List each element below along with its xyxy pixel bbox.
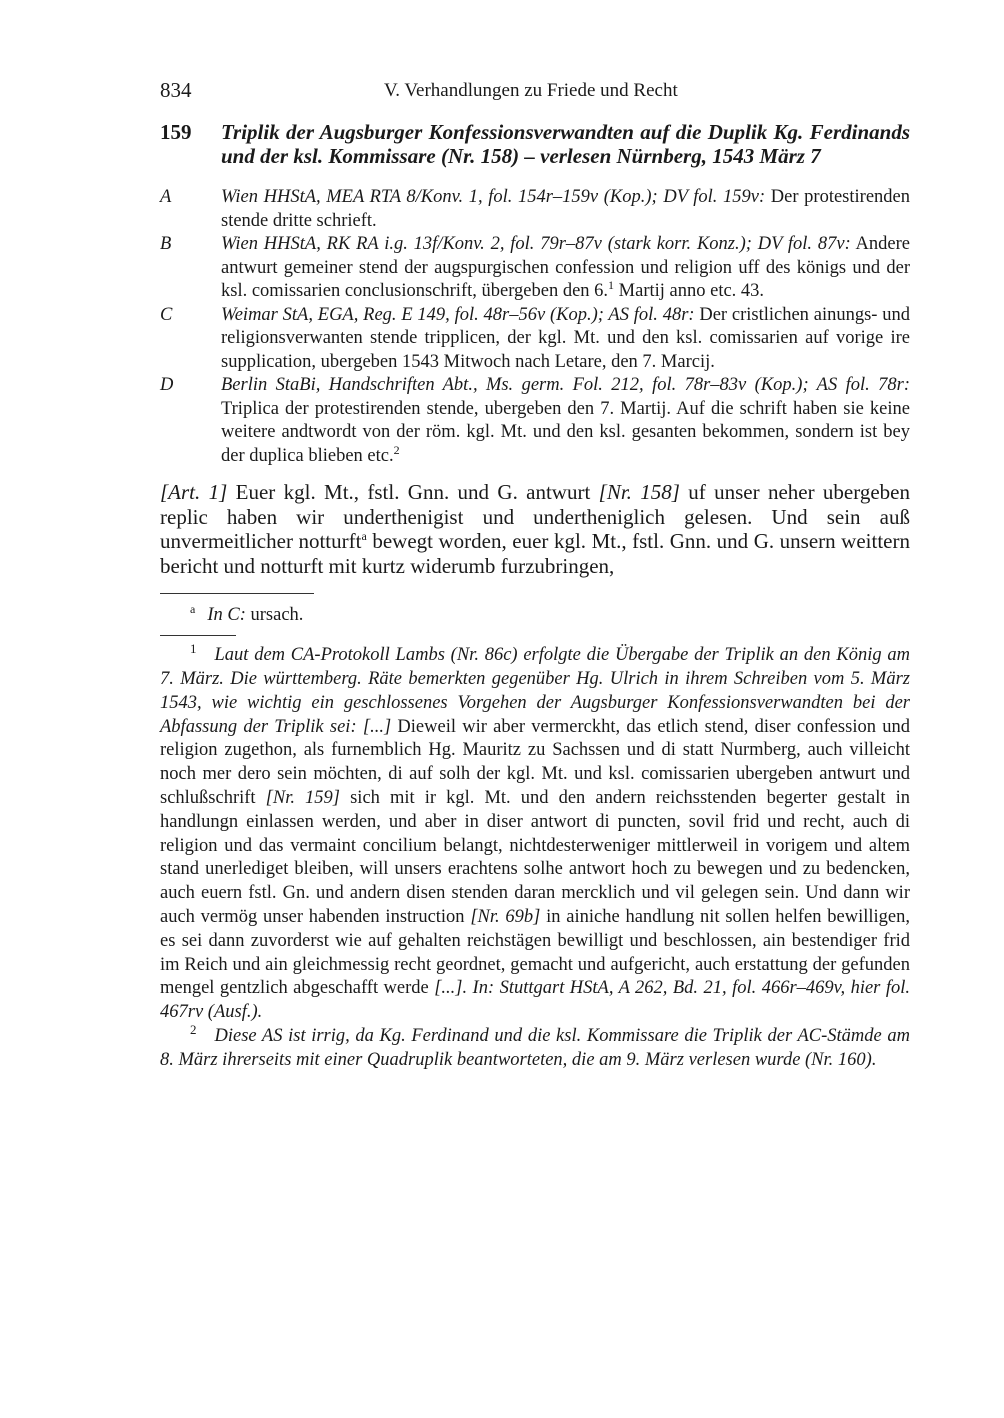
variant-footnote-source: In C: [207,605,246,626]
main-text [160,480,910,578]
source-siglum: A [160,187,172,207]
running-head [160,78,910,108]
footnote-intro: Laut dem CA-Protokoll Lambs (Nr. 86c) erfolgte die Übergabe der Triplik an den König am 7. März. Die württemberg. Räte bemerkten gegenüber Hg. Ulrich in ihrem Schreiben vom 5. März 1543, wie wichtig ein geschlossenes Vorgehen der Augsburger Konfessionsverwandten bei der Abfassung der Triplik sei: [...] [160,645,910,737]
main-text-part: Euer kgl. Mt., fstl. Gnn. und G. antwurt [227,480,599,504]
source-citation: Wien HHStA, MEA RTA 8/Konv. 1, fol. 154r–159v (Kop.); DV fol. 159v: [221,187,766,207]
footnote-divider [160,635,236,636]
footnote-number: 2 [190,1021,197,1037]
variant-note-ref[interactable]: a [361,529,367,543]
source-siglum: B [160,234,172,254]
footnote-outro: [...]. In: Stuttgart HStA, A 262, Bd. 21, fol. 466r–469v, hier fol. 467rv (Ausf.). [160,978,910,1023]
source-description-end: Martij anno etc. 43. [614,281,765,301]
cross-reference: [Nr. 158] [598,480,680,504]
source-text [221,374,910,468]
footnote-list [160,641,911,1072]
source-siglum: C [160,304,173,325]
footnote-ref[interactable]: 1 [608,277,615,292]
footnote [160,641,911,1025]
page-number: 834 [160,78,192,102]
source-citation: Berlin StaBi, Handschriften Abt., Ms. germ. Fol. 212, fol. 78r–83v (Kop.); AS fol. 78r: [221,375,910,395]
source-text [221,186,910,233]
variant-footnote-mark: a [190,602,196,616]
source-list [160,186,910,468]
article-label: [Art. 1] [160,480,228,504]
footnote [160,1021,910,1073]
cross-reference: [Nr. 69b] [470,906,541,927]
source-description: Der cristlichen ainungs- und religionsverwanten stende tripplicen, der kgl. Mt. und den ksl. comissarien auf vorige ire supplication, ubergeben 1543 Mitwoch nach Letare, den 7. Marcij. [221,304,910,372]
source-description: Der protestirenden stende dritte schrieft. [221,187,910,231]
source-description: Triplica der protestirenden stende, ubergeben den 7. Martij. Auf die schrift haben sie keine weitere andtwordt von der röm. kgl. Mt. und den ksl. gesanten bekommen, sondern ist bey der duplica blieben etc. [221,398,910,466]
document-number: 159 [160,120,192,144]
footnote-quote: Dieweil wir aber vermerckht, das etlich stend, diser confession und religion zugethon, als furnemblich Hg. Mauritz zu Sachssen und di statt Nurmberg, auch villeicht noch mer dero sein möchten, di auf solh der kgl. Mt. und ksl. comissarien ubergeben antwurt und schlußschrift [160,716,910,808]
source-text [221,304,910,375]
footnote-ref[interactable]: 2 [393,442,400,457]
document-heading [160,120,910,168]
source-entry [160,233,910,304]
footnote-number: 1 [190,641,197,656]
running-title: V. Verhandlungen zu Friede und Recht [384,80,678,101]
source-citation: Weimar StA, EGA, Reg. E 149, fol. 48r–56v (Kop.); AS fol. 48r: [221,304,695,325]
source-entry [160,186,910,233]
footnote-quote: sich mit ir kgl. Mt. und den andern reichsstenden begerter gestalt in handlungn einlassen werden, und aber in diser antwort di puncten, sovil frid und recht, auch di religion und das vermaint concilium belangt, nichtdesterweniger mittlerweil in vorigem und altem stand unerlediget bleiben, will unsers erachtens solhe antwort hoch zu bewegen und zu bedencken, auch euern fstl. Gn. und andern disen stenden daran mercklich und vil gelegen sein. Und dann wir auch vermög unser habenden instruction [160,787,911,927]
source-citation: Wien HHStA, RK RA i.g. 13f/Konv. 2, fol. 79r–87v (stark korr. Konz.); DV fol. 87v: [221,234,851,254]
book-page [160,78,910,1073]
variant-footnote-text: ursach. [245,605,304,626]
footnote-quote: in ainiche handlung nit sollen helfen bewilligen, es sei dann zuvorderst wie auf gehalten reichstägen bewilligt und beschlossen, ain bestendiger frid im Reich und ain gleichmessig recht geordnet, gemacht und aufgericht, auch erstattung der gefunden mengel gentzlich abgeschafft werde [160,906,910,999]
source-entry [160,374,910,468]
main-text-part: uf unser neher ubergeben replic haben wir underthenigist und undertheniglich gelesen. Und sein auß unvermeitlicher notturft [160,480,911,553]
footnote-text: Diese AS ist irrig, da Kg. Ferdinand und die ksl. Kommissare die Triplik der AC-Stämde am 8. März ihrerseits mit einer Quadruplik beantworteten, die am 9. März verlesen wurde (Nr. 160). [160,1025,910,1070]
document-title: Triplik der Augsburger Konfessionsverwandten auf die Duplik Kg. Ferdinands und der ksl. Kommissare (Nr. 158) – verlesen Nürnberg, 1543 März 7 [221,120,910,168]
source-description: Andere antwurt gemeiner stend der augspurgischen confession und religion uff des königs und der ksl. comissarien conclusionschrift, übergeben den 6. [221,234,910,301]
source-entry [160,304,910,375]
apparatus-divider [160,593,314,594]
main-text-part: bewegt worden, euer kgl. Mt., fstl. Gnn. und G. unsern weittern bericht und notturft mit kurtz widerumb furzubringen, [160,529,910,578]
source-text [221,233,910,304]
cross-reference: [Nr. 159] [265,787,341,808]
source-siglum: D [160,375,174,395]
variant-footnote [160,598,910,627]
